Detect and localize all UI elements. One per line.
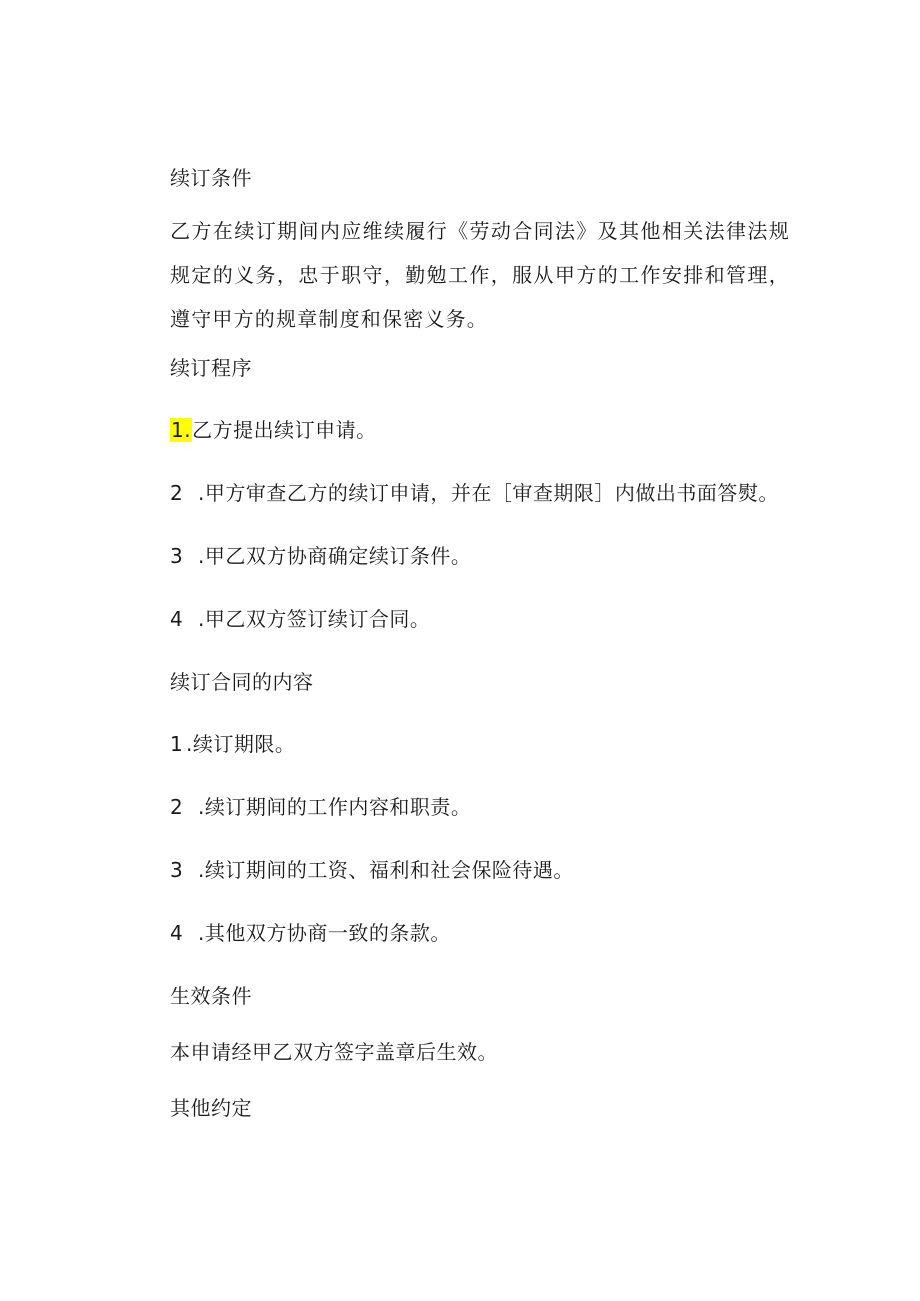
list-item — [170, 544, 471, 568]
list-item-text: .续订期限。 — [186, 732, 296, 756]
list-item-number: 4 — [170, 607, 184, 631]
list-item-text: .续订期间的工资、福利和社会保险待遇。 — [198, 858, 574, 882]
paragraph-renewal-conditions-text: 乙方在续订期间内应维续履行《劳动合同法》及其他相关法律法规规定的义务，忠于职守，勤勉工作，服从甲方的工作安排和管理，遵守甲方的规章制度和保密义务。 — [170, 219, 790, 331]
heading-effective-conditions: 生效条件 — [170, 984, 252, 1008]
list-item-text: .甲方审查乙方的续订申请，并在［审查期限］内做出书面答熨。 — [198, 481, 779, 505]
list-item — [170, 795, 471, 819]
heading-other-agreements: 其他约定 — [170, 1096, 252, 1120]
list-item — [170, 418, 377, 442]
list-item — [170, 921, 451, 945]
list-item-text: .甲乙双方协商确定续订条件。 — [198, 544, 472, 568]
list-item — [170, 732, 295, 756]
paragraph-renewal-conditions — [170, 209, 790, 341]
list-item — [170, 481, 779, 505]
list-item — [170, 858, 574, 882]
list-item-text: 乙方提出续订申请。 — [192, 418, 377, 442]
list-item-number: 2 — [170, 481, 184, 505]
list-item-text: .甲乙双方签订续订合同。 — [198, 607, 431, 631]
paragraph-effective-conditions: 本申请经甲乙双方签字盖章后生效。 — [170, 1040, 498, 1064]
list-item — [170, 607, 430, 631]
heading-renewal-conditions: 续订条件 — [170, 166, 252, 190]
heading-renewal-procedure: 续订程序 — [170, 356, 252, 380]
highlighted-number: 1. — [171, 418, 192, 442]
list-item-number: 3 — [170, 858, 184, 882]
list-item-number: 4 — [170, 921, 184, 945]
list-item-text: .其他双方协商一致的条款。 — [198, 921, 451, 945]
list-item-number: 1 — [170, 732, 184, 756]
list-item-number: 3 — [170, 544, 184, 568]
heading-contract-content: 续订合同的内容 — [170, 670, 314, 694]
list-item-number: 2 — [170, 795, 184, 819]
list-item-text: .续订期间的工作内容和职责。 — [198, 795, 472, 819]
